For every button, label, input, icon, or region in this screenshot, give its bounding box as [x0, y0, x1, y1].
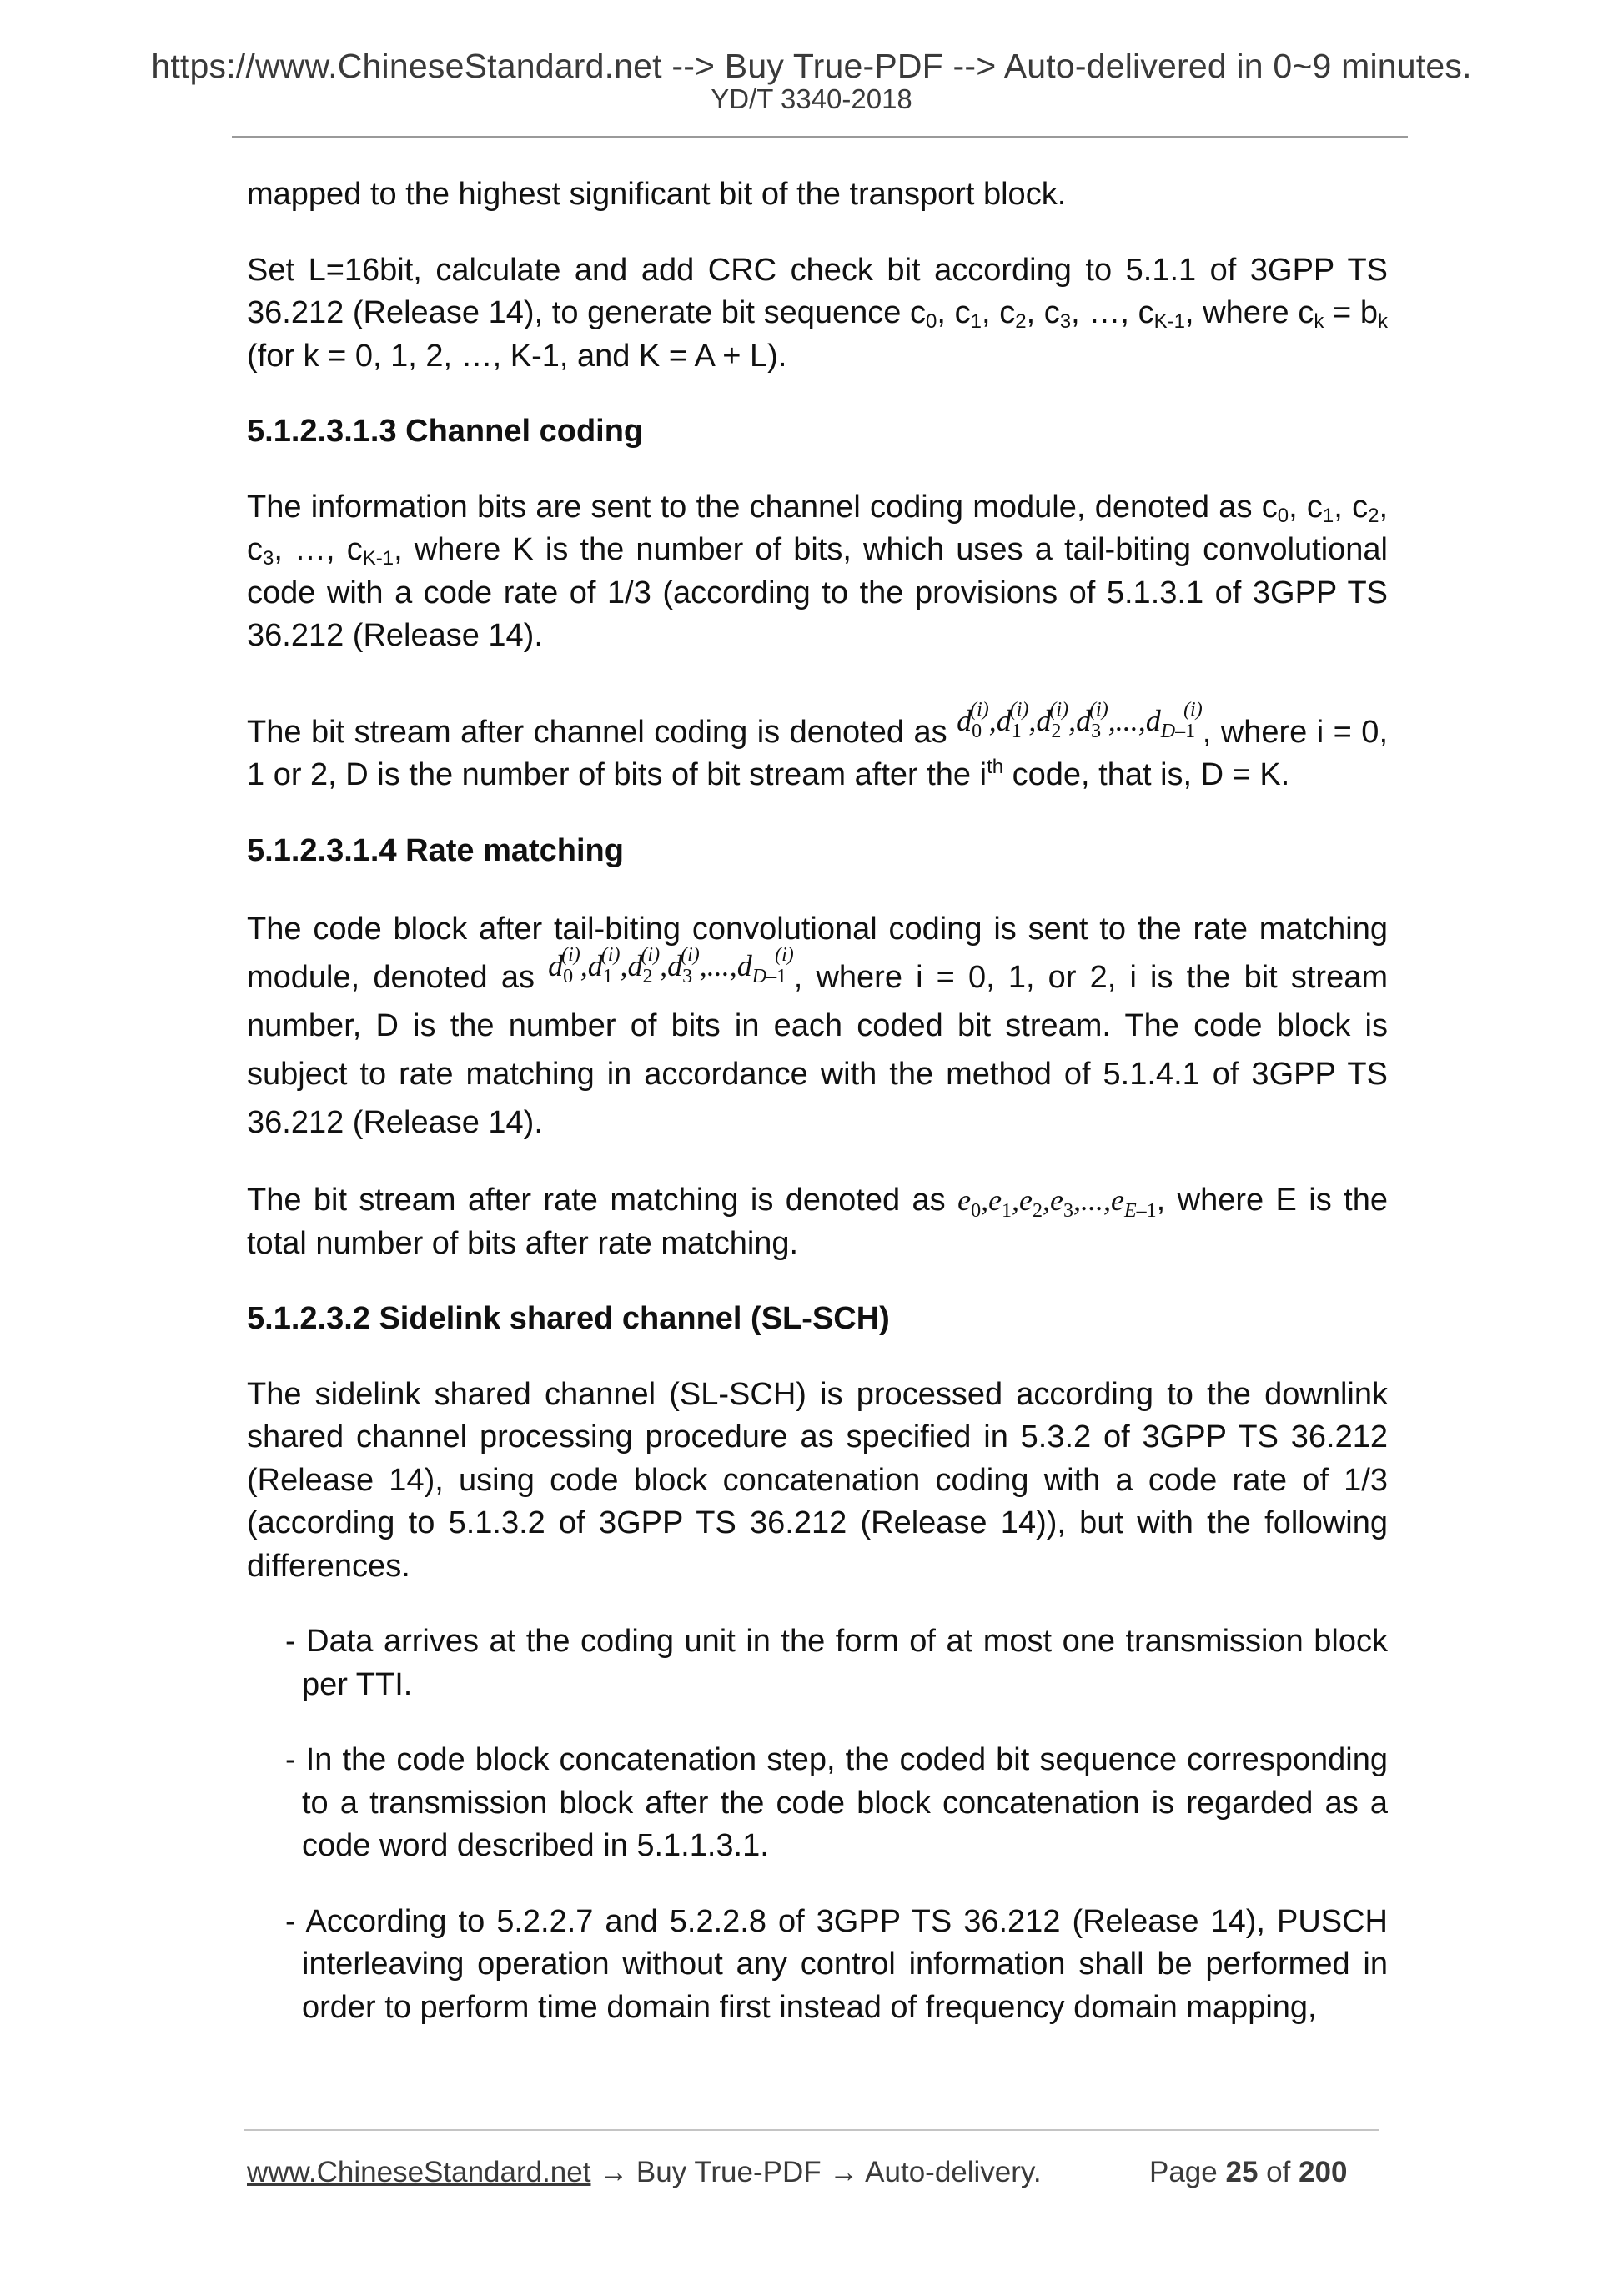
paragraph-rate-output: The bit stream after rate matching is denoted as $e_0,e_1,e_2,e_3,...,e_{E-1}$, where E is the total number of bits after rate matching.: [247, 1183, 1388, 1261]
section-heading-rate-matching: 5.1.2.3.1.4 Rate matching: [247, 832, 624, 868]
footer-text: [247, 2156, 1042, 2189]
footer-tagline: → Buy True-PDF → Auto-delivery.: [590, 2156, 1042, 2188]
page-content: [247, 173, 1388, 2029]
list-item: - In the code block concatenation step, the coded bit sequence corresponding to a transmission block after the code block concatenation is regarded as a code word described in 5.1.1.3.1.: [285, 1742, 1388, 1863]
section-heading-sl-sch: 5.1.2.3.2 Sidelink shared channel (SL-SCH): [247, 1301, 890, 1336]
current-page: 25: [1225, 2156, 1259, 2188]
document-code: YD/T 3340-2018: [711, 83, 912, 114]
paragraph-channel-coding: The information bits are sent to the channel coding module, denoted as $c_0$, $c_1$, $c_2$, $c_3$, …, $c_{K-1}$, where K is the number of bits, which uses a tail-biting convolutional code with a code rate of 1/3 (according to the provisions of 5.1.3.1 of 3GPP TS 36.212 (Release 14).: [247, 489, 1388, 653]
header-divider: [232, 136, 1408, 138]
footer-divider: [244, 2129, 1379, 2131]
list-item: - Data arrives at the coding unit in the form of at most one transmission block per TTI.: [285, 1624, 1388, 1702]
math-d-sequence: $d_0^{(i)},d_1^{(i)},d_2^{(i)},d_3^{(i)},...,d_{D-1}^{(i)}$: [957, 698, 1203, 742]
math-e-sequence: $e_0,e_1,e_2,e_3,...,e_{E-1}$: [957, 1183, 1157, 1222]
footer-site-link[interactable]: www.ChineseStandard.net: [247, 2156, 591, 2188]
total-pages: 200: [1299, 2156, 1348, 2188]
list-item: - According to 5.2.2.7 and 5.2.2.8 of 3GPP TS 36.212 (Release 14), PUSCH interleaving operation without any control information shall be performed in order to perform time domain first instead of frequency domain mapping,: [285, 1903, 1388, 2025]
paragraph-bit-stream: The bit stream after channel coding is denoted as $d_0^{(i)},d_1^{(i)},d_2^{(i)},d_3^{(i)},...,d_{D-1}^{(i)}$, where i = 0, 1 or 2, D is the number of bits of bit stream after the $i^{th}$ code, that is, D = K.: [247, 698, 1388, 792]
math-d-sequence-2: $d_0^{(i)},d_1^{(i)},d_2^{(i)},d_3^{(i)},...,d_{D-1}^{(i)}$: [548, 944, 794, 987]
paragraph-rate-matching: The code block after tail-biting convolutional coding is sent to the rate matching module, denoted as $d_0^{(i)},d_1^{(i)},d_2^{(i)},d_3^{(i)},...,d_{D-1}^{(i)}$, where i = 0, 1, or 2, i is the bit stream number, D is the number of bits in each coded bit stream. The code block is subject to rate matching in accordance with the method of 5.1.4.1 of 3GPP TS 36.212 (Release 14).: [247, 912, 1388, 1140]
paragraph-1: mapped to the highest significant bit of the transport block.: [247, 177, 1067, 212]
paragraph-sl-sch: The sidelink shared channel (SL-SCH) is processed according to the downlink shared channel processing procedure as specified in 5.3.2 of 3GPP TS 36.212 (Release 14), using code block concatenation coding with a code rate of 1/3 (according to 5.1.3.2 of 3GPP TS 36.212 (Release 14)), but with the following differences.: [247, 1376, 1388, 1584]
top-banner-link[interactable]: https://www.ChineseStandard.net --> Buy True-PDF --> Auto-delivered in 0~9 minutes.: [151, 47, 1472, 85]
page-indicator: Page 25 of 200: [1149, 2156, 1348, 2188]
section-heading-channel-coding: 5.1.2.3.1.3 Channel coding: [247, 414, 644, 449]
paragraph-crc: Set L=16bit, calculate and add CRC check bit according to 5.1.1 of 3GPP TS 36.212 (Release 14), to generate bit sequence $c_0$, $c_1$, $c_2$, $c_3$, …, $c_{K-1}$, where $c_k = b_k$ (for k = 0, 1, 2, …, K-1, and K = A + L).: [247, 252, 1388, 374]
